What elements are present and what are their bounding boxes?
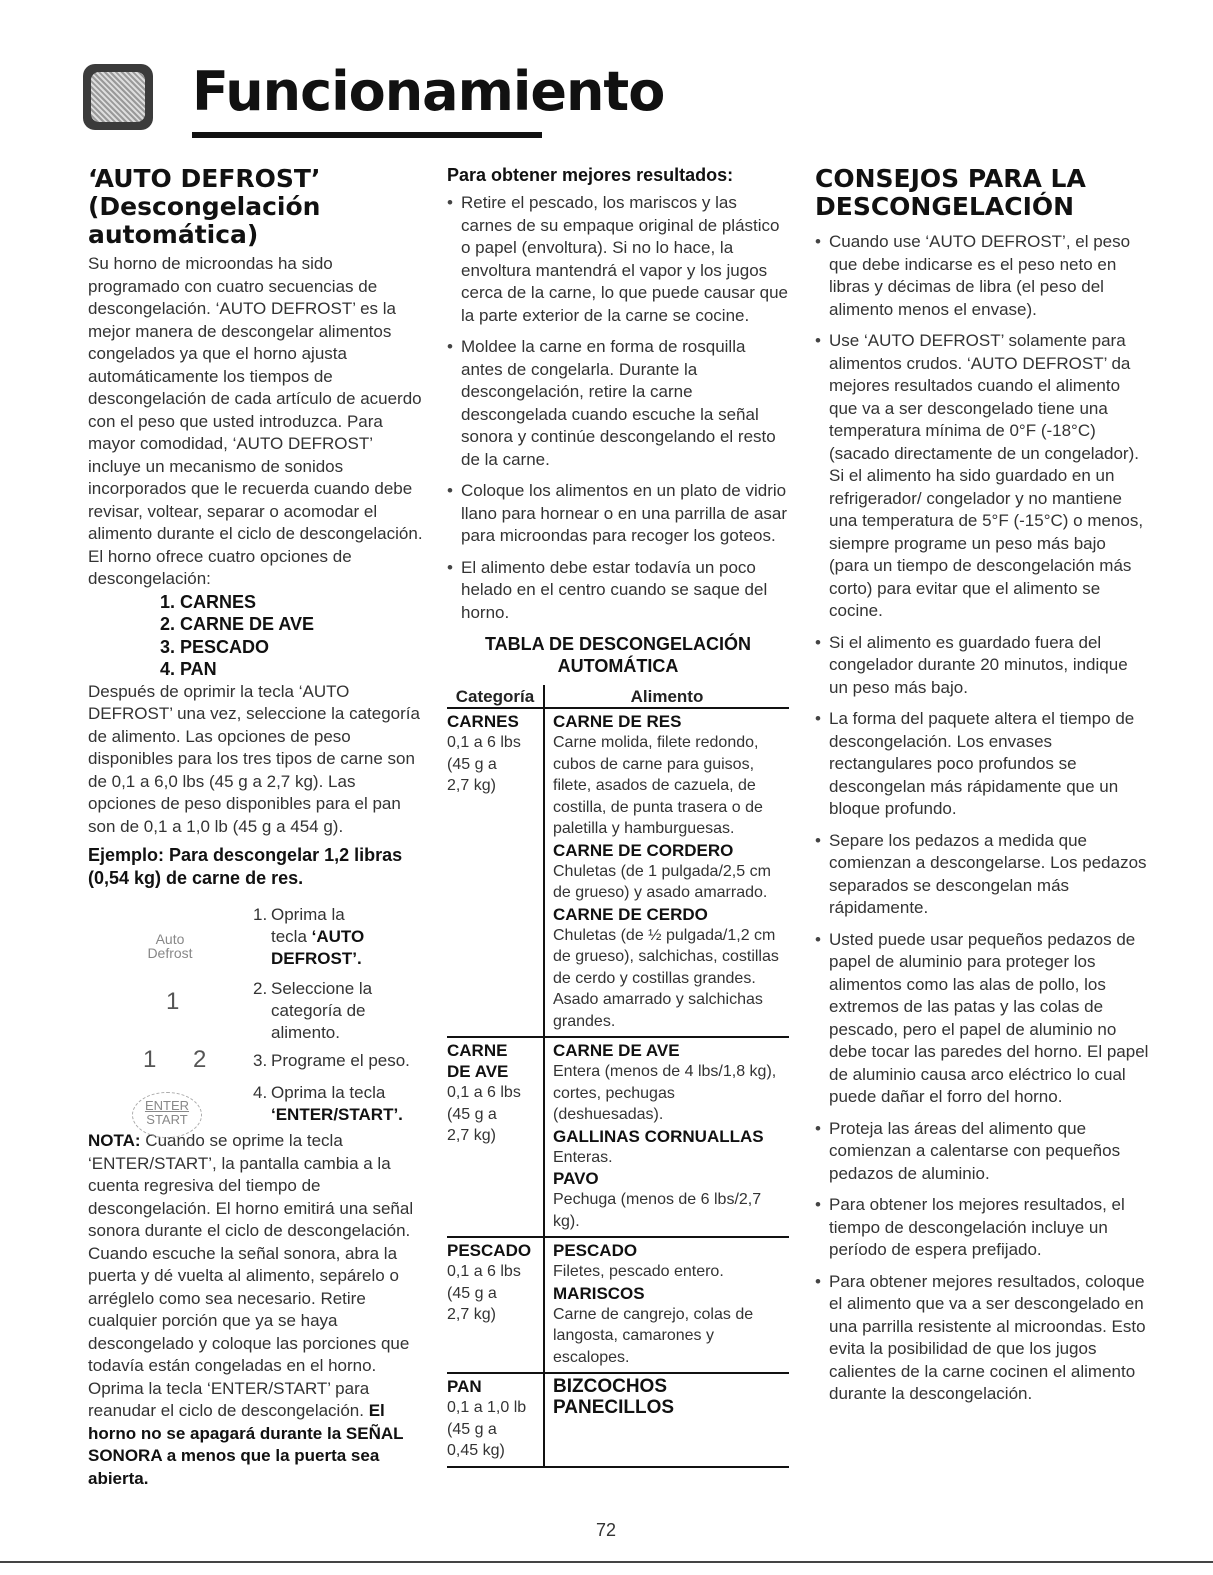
table-header-row (447, 685, 789, 708)
list-item: 4. PAN (160, 659, 217, 679)
list-item: • Coloque los alimentos en un plato de vidrio llano para hornear o en una parrilla de asar para microondas para recoger los goteos. (447, 480, 789, 548)
list-item: • Proteja las áreas del alimento que comienzan a calentarse con pequeños pedazos de aluminio. (815, 1118, 1150, 1186)
digit-1-key-icon: 1 (143, 1046, 157, 1073)
list-item: • Para obtener los mejores resultados, el tiempo de descongelación incluye un período de espera prefijado. (815, 1194, 1150, 1262)
step-1: 1. Oprima la tecla ‘AUTO DEFROST’. (253, 905, 365, 968)
nota-paragraph: NOTA: Cuando se oprime la tecla ‘ENTER/START’, la pantalla cambia a la cuenta regresiva del tiempo de descongelación. El horno emitirá una señal sonora durante el ciclo de descongelación. Cuando escuche la señal sonora, abra la puerta y dé vuelta al alimento, sepárelo o arréglelo como sea necesario. Retire cualquier porción que ya se haya descongelado y coloque las porciones que todavía están congeladas en el horno. Oprima la tecla ‘ENTER/START’ para reanudar el ciclo de descongelación. El horno no se apagará durante la SEÑAL SONORA a menos que la puerta sea abierta. (88, 1131, 414, 1488)
list-item: • Moldee la carne en forma de rosquilla antes de congelarla. Durante la descongelación, retire la carne descongelada cuando escuche la señal sonora y continúe descongelando el resto de la carne. (447, 336, 789, 471)
microwave-icon (83, 64, 153, 130)
list-item: 2. CARNE DE AVE (160, 614, 315, 634)
step-4: 4. Oprima la tecla ‘ENTER/START’. (253, 1083, 403, 1124)
list-item: • Use ‘AUTO DEFROST’ solamente para alimentos crudos. ‘AUTO DEFROST’ da mejores resultados cuando el alimento que va a ser descongelado tiene una temperatura mínima de 0°F (-18°C) (sacado directamente de un congelador). Si el alimento ha sido guardado en un refrigerador/ congelador y no mantiene una temperatura de 5°F (-15°C) o menos, siempre programe un peso más bajo (para un tiempo de descongelación más corto) para evitar que el alimento se cocine. (815, 330, 1150, 623)
results-column (447, 165, 789, 1468)
table-row: CARNE DE AVE 0,1 a 6 lbs (45 g a 2,7 kg) CARNE DE AVE Entera (menos de 4 lbs/1,8 kg), cortes, pechugas (deshuesadas). GALLINAS CORNUALLAS Enteras. PAVO Pechuga (menos de 6 lbs/2,7 kg). (447, 1037, 789, 1237)
step-2: 2. Seleccione la categoría de alimento. (253, 979, 373, 1042)
list-item: • Para obtener mejores resultados, coloque el alimento que va a ser descongelado en una parrilla resistente al microondas. Esto evita la posibilidad de que los jugos calientes de la carne cocinen el alimento durante la descongelación. (815, 1271, 1150, 1406)
example-heading: Ejemplo: Para descongelar 1,2 libras (0,54 kg) de carne de res. (88, 845, 403, 888)
table-row: PESCADO 0,1 a 6 lbs (45 g a 2,7 kg) PESCADO Filetes, pescado entero. MARISCOS Carne de cangrejo, colas de langosta, camarones y escalopes. (447, 1237, 789, 1373)
list-item: 1. CARNES (160, 591, 257, 612)
table-title: TABLA DE DESCONGELACIÓN AUTOMÁTICA (484, 634, 751, 676)
results-heading: Para obtener mejores resultados: (447, 165, 734, 185)
enter-start-key-icon: ENTER START (132, 1092, 202, 1138)
defrost-table (447, 685, 789, 1468)
list-item: • Usted puede usar pequeños pedazos de papel de aluminio para proteger los alimentos como las alas de pollo, los extremos de las patas y las colas de pescado, pero el papel de aluminio no debe tocar las paredes del horno. El papel de aluminio causa arco eléctrico lo cual puede dañar el forro del horno. (815, 929, 1150, 1109)
digit-2-key-icon: 2 (193, 1046, 207, 1073)
tips-heading: CONSEJOS PARA LA DESCONGELACIÓN (815, 164, 1086, 221)
list-item: • Retire el pescado, los mariscos y las carnes de su empaque original de plástico o papel (envoltura). Si no lo hace, la envoltura mantendrá el vapor y los jugos cerca de la carne, lo que puede causar que la parte exterior de la carne se cocine. (447, 192, 789, 327)
results-list (447, 192, 789, 624)
step-3: 3. Programe el peso. (253, 1051, 410, 1070)
bottom-divider (0, 1561, 1213, 1563)
auto-defrost-heading: ‘AUTO DEFROST’ (Descongelación automática) (88, 164, 321, 249)
list-item: • La forma del paquete altera el tiempo de descongelación. Los envases rectangulares poco profundos se descongelan más rápidamente que un bloque profundo. (815, 708, 1150, 821)
column-header-category: Categoría (447, 685, 544, 708)
auto-defrost-intro: Su horno de microondas ha sido programado con cuatro secuencias de descongelación. ‘AUTO DEFROST’ es la mejor manera de descongelar alimentos congelados ya que el horno ajusta automáticamente los tiempos de descongelación de cada artículo de acuerdo con el peso que usted introduzca. Para mayor comodidad, ‘AUTO DEFROST’ incluye un mecanismo de sonidos incorporados que le recuerda cuando debe revisar, voltear, separar o acomodar el alimento durante el ciclo de descongelación. El horno ofrece cuatro opciones de descongelación: (88, 254, 423, 588)
tips-list (815, 231, 1150, 1406)
digit-1-key-icon: 1 (166, 988, 180, 1015)
title-rule (192, 132, 542, 138)
example-steps (88, 894, 423, 1134)
table-row: PAN 0,1 a 1,0 lb (45 g a 0,45 kg) BIZCOCHOS PANECILLOS (447, 1373, 789, 1467)
list-item: • Si el alimento es guardado fuera del congelador durante 20 minutos, indique un peso más bajo. (815, 632, 1150, 700)
list-item: 3. PESCADO (160, 636, 270, 657)
defrost-options-list (88, 591, 423, 681)
list-item: • Cuando use ‘AUTO DEFROST’, el peso que debe indicarse es el peso neto en libras y décimas de libra (el peso del alimento menos el envase). (815, 231, 1150, 321)
weight-options-text: Después de oprimir la tecla ‘AUTO DEFROST’ una vez, seleccione la categoría de alimento. Las opciones de peso disponibles para los tres tipos de carne son de 0,1 a 6,0 lbs (45 g a 2,7 kg). Las opciones de peso disponibles para el pan son de 0,1 a 1,0 lb (45 g a 454 g). (88, 681, 420, 836)
column-header-food: Alimento (544, 685, 789, 708)
table-row: CARNES 0,1 a 6 lbs (45 g a 2,7 kg) CARNE DE RES Carne molida, filete redondo, cubos de carne para guisos, filete, asados de cazuela, de costilla, de punta trasera o de paletilla y hamburguesas. CARNE DE CORDERO Chuletas (de 1 pulgada/2,5 cm de grueso) y asado amarrado. CARNE DE CERDO Chuletas (de ½ pulgada/1,2 cm de grueso), salchichas, costillas de cerdo y costillas grandes. Asado amarrado y salchichas grandes. (447, 708, 789, 1037)
tips-column (815, 165, 1150, 1415)
auto-defrost-key-icon: Auto Defrost (147, 931, 193, 961)
page-number: 72 (596, 1520, 617, 1540)
list-item: • El alimento debe estar todavía un poco helado en el centro cuando se saque del horno. (447, 557, 789, 625)
list-item: • Separe los pedazos a medida que comienzan a descongelarse. Los pedazos separados se descongelan más rápidamente. (815, 830, 1150, 920)
page-title: Funcionamiento (192, 60, 665, 123)
auto-defrost-column (88, 165, 423, 1490)
